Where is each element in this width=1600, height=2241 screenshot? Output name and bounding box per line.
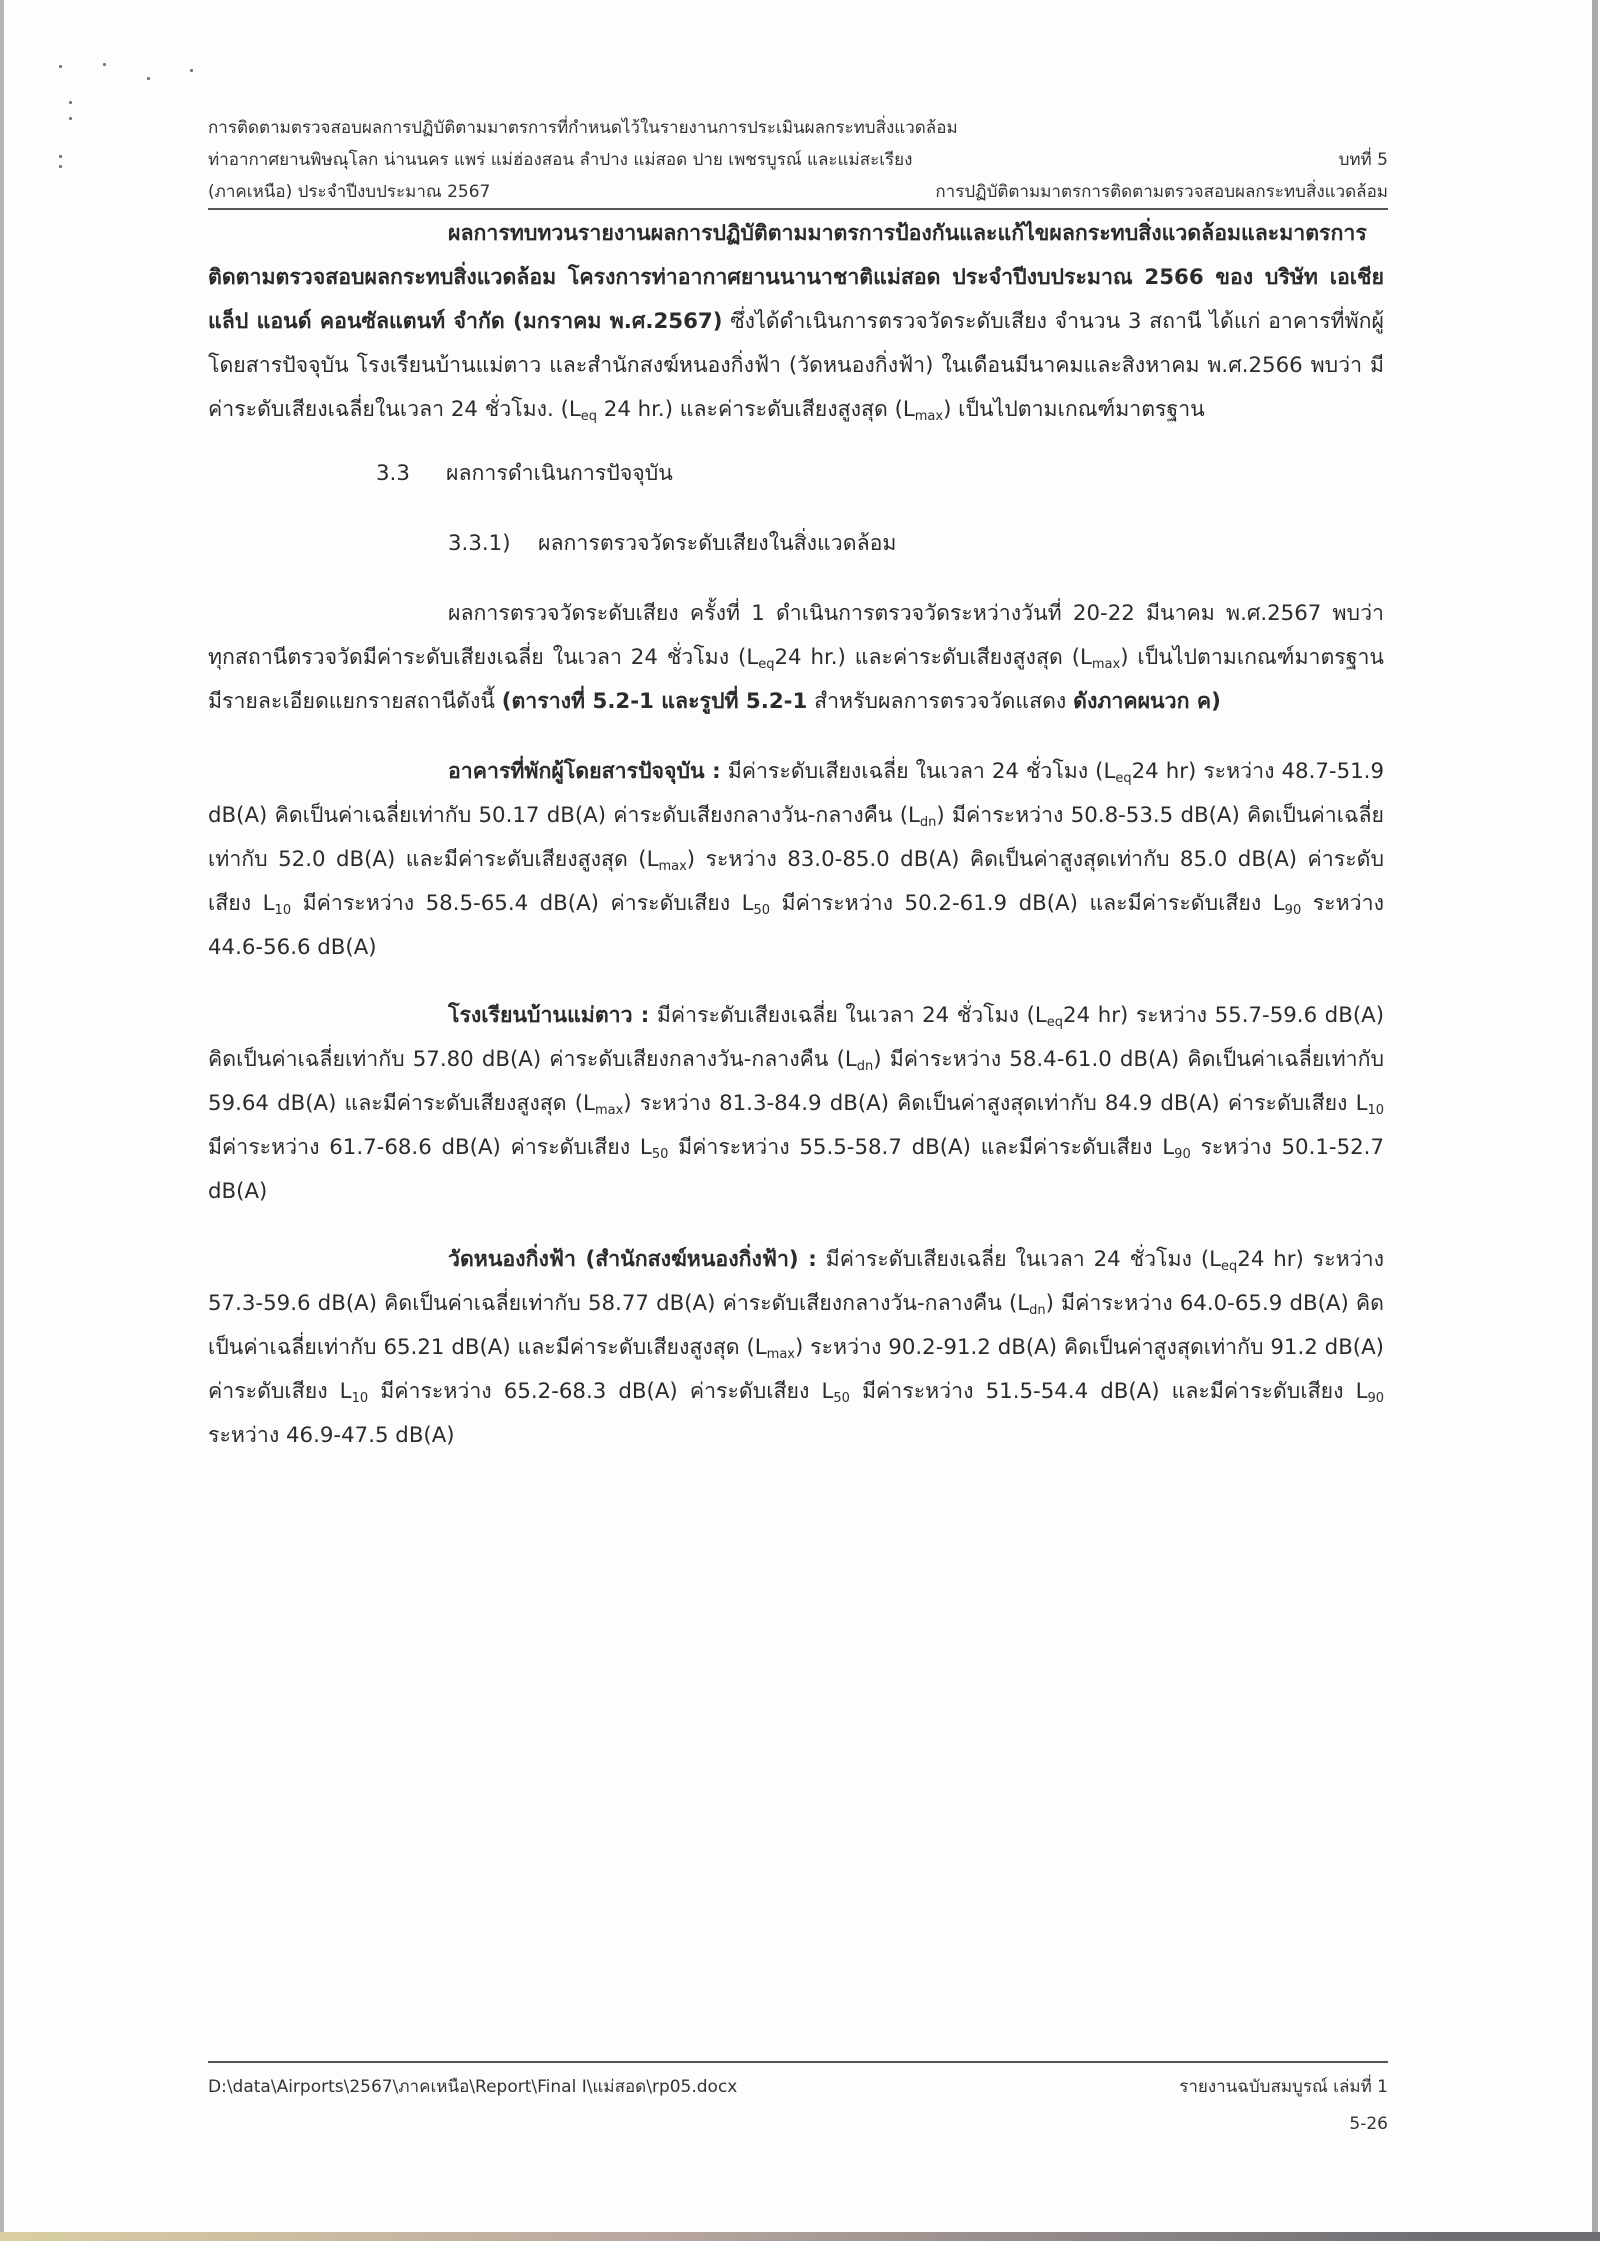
station-name: อาคารที่พักผู้โดยสารปัจจุบัน : [448, 759, 721, 784]
station-name: วัดหนองกิ่งฟ้า (สำนักสงฆ์หนองกิ่งฟ้า) : [448, 1247, 817, 1272]
station-paragraph-school: โรงเรียนบ้านแม่ตาว : มีค่าระดับเสียงเฉลี่ย ในเวลา 24 ชั่วโมง ($L_{eq}24$ hr) ระหว่าง 55.7-59.6 dB(A) คิดเป็นค่าเฉลี่ยเท่ากับ 57.80 dB(A) ค่าระดับเสียงกลางวัน-กลางคืน $(L_{dn})$ มีค่าระหว่าง 58.4-61.0 dB(A) คิดเป็นค่าเฉลี่ยเท่ากับ 59.64 dB(A) และมีค่าระดับเสียงสูงสุด $(L_{max})$ ระหว่าง 81.3-84.9 dB(A) คิดเป็นค่าสูงสุดเท่ากับ 84.9 dB(A) ค่าระดับเสียง $L_{10}$ มีค่าระหว่าง 61.7-68.6 dB(A) ค่าระดับเสียง $L_{50}$ มีค่าระหว่าง 55.5-58.7 dB(A) และมีค่าระดับเสียง $L_{90}$ ระหว่าง 50.1-52.7 dB(A) [208, 1003, 1385, 1204]
intro-bold: ผลการทบทวนรายงานผลการปฏิบัติตามมาตรการป้องกันและแก้ไขผลกระทบสิ่งแวดล้อมและมาตรการติดตามตรวจสอบผลกระทบสิ่งแวดล้อม โครงการท่าอากาศยานนานาชาติแม่สอด ประจำปีงบประมาณ 2566 ของ บริษัท เอเชีย แล็ป แอนด์ คอนซัลแตนท์ จำกัด (มกราคม พ.ศ.2567) [208, 221, 1384, 334]
header-chapter: บทที่ 5 [1338, 150, 1388, 170]
header-line2-left: ท่าอากาศยานพิษณุโลก น่านนคร แพร่ แม่ฮ่องสอน ลำปาง แม่สอด ปาย เพชรบูรณ์ และแม่สะเรียง [208, 150, 913, 170]
subsection-title: ผลการตรวจวัดระดับเสียงในสิ่งแวดล้อม [538, 531, 897, 556]
subsection-heading [208, 522, 1384, 566]
summary-paragraph: ผลการตรวจวัดระดับเสียง ครั้งที่ 1 ดำเนินการตรวจวัดระหว่างวันที่ 20-22 มีนาคม พ.ศ.2567 พบว่า ทุกสถานีตรวจวัดมีค่าระดับเสียงเฉลี่ย ในเวลา 24 ชั่วโมง ($L_{eq}24$ hr.) และค่าระดับเสียงสูงสุด $(L_{max})$ เป็นไปตามเกณฑ์มาตรฐาน มีรายละเอียดแยกรายสถานีดังนี้ (ตารางที่ 5.2-1 และรูปที่ 5.2-1 สำหรับผลการตรวจวัดแสดง ดังภาคผนวก ค) [208, 601, 1384, 714]
station-name: โรงเรียนบ้านแม่ตาว : [448, 1003, 650, 1028]
footer-report-volume: รายงานฉบับสมบูรณ์ เล่มที่ 1 [1179, 2077, 1388, 2097]
scan-edge-left [0, 0, 4, 2241]
page-body [208, 212, 1384, 1458]
intro-paragraph: ผลการทบทวนรายงานผลการปฏิบัติตามมาตรการป้องกันและแก้ไขผลกระทบสิ่งแวดล้อมและมาตรการติดตามตรวจสอบผลกระทบสิ่งแวดล้อม โครงการท่าอากาศยานนานาชาติแม่สอด ประจำปีงบประมาณ 2566 ของ บริษัท เอเชีย แล็ป แอนด์ คอนซัลแตนท์ จำกัด (มกราคม พ.ศ.2567) ซึ่งได้ดำเนินการตรวจวัดระดับเสียง จำนวน 3 สถานี ได้แก่ อาคารที่พักผู้โดยสารปัจจุบัน โรงเรียนบ้านแม่ตาว และสำนักสงฆ์หนองกิ่งฟ้า (วัดหนองกิ่งฟ้า) ในเดือนมีนาคมและสิงหาคม พ.ศ.2566 พบว่า มีค่าระดับเสียงเฉลี่ยในเวลา 24 ชั่วโมง. ($L_{eq}$ 24 hr.) และค่าระดับเสียงสูงสุด $(L_{max})$ เป็นไปตามเกณฑ์มาตรฐาน [208, 221, 1384, 424]
header-line3-left: (ภาคเหนือ) ประจำปีงบประมาณ 2567 [208, 182, 491, 202]
station-paragraph-terminal: อาคารที่พักผู้โดยสารปัจจุบัน : มีค่าระดับเสียงเฉลี่ย ในเวลา 24 ชั่วโมง ($L_{eq}24$ hr) ระหว่าง 48.7-51.9 dB(A) คิดเป็นค่าเฉลี่ยเท่ากับ 50.17 dB(A) ค่าระดับเสียงกลางวัน-กลางคืน $(L_{dn})$ มีค่าระหว่าง 50.8-53.5 dB(A) คิดเป็นค่าเฉลี่ยเท่ากับ 52.0 dB(A) และมีค่าระดับเสียงสูงสุด $(L_{max})$ ระหว่าง 83.0-85.0 dB(A) คิดเป็นค่าสูงสุดเท่ากับ 85.0 dB(A) ค่าระดับเสียง $L_{10}$ มีค่าระหว่าง 58.5-65.4 dB(A) ค่าระดับเสียง $L_{50}$ มีค่าระหว่าง 50.2-61.9 dB(A) และมีค่าระดับเสียง $L_{90}$ ระหว่าง 44.6-56.6 dB(A) [208, 759, 1385, 960]
header-line3-right: การปฏิบัติตามมาตรการติดตามตรวจสอบผลกระทบสิ่งแวดล้อม [935, 182, 1388, 202]
header-rule [208, 208, 1388, 210]
subsection-number: 3.3.1) [448, 531, 511, 556]
appendix-reference: ดังภาคผนวก ค) [1073, 689, 1221, 714]
section-title: ผลการดำเนินการปัจจุบัน [446, 461, 673, 486]
scan-edge-right [1592, 0, 1598, 2232]
header-line1: การติดตามตรวจสอบผลการปฏิบัติตามมาตรการที่กำหนดไว้ในรายงานการประเมินผลกระทบสิ่งแวดล้อม [208, 118, 958, 138]
footer-file-path: D:\data\Airports\2567\ภาคเหนือ\Report\Final I\แม่สอด\rp05.docx [208, 2077, 738, 2097]
page-header [208, 112, 1388, 208]
section-heading [208, 452, 1384, 496]
scan-edge-bottom [0, 2232, 1600, 2241]
page-number: 5-26 [1349, 2114, 1388, 2134]
station-paragraph-temple: วัดหนองกิ่งฟ้า (สำนักสงฆ์หนองกิ่งฟ้า) : มีค่าระดับเสียงเฉลี่ย ในเวลา 24 ชั่วโมง ($L_{eq}24$ hr) ระหว่าง 57.3-59.6 dB(A) คิดเป็นค่าเฉลี่ยเท่ากับ 58.77 dB(A) ค่าระดับเสียงกลางวัน-กลางคืน $(L_{dn})$ มีค่าระหว่าง 64.0-65.9 dB(A) คิดเป็นค่าเฉลี่ยเท่ากับ 65.21 dB(A) และมีค่าระดับเสียงสูงสุด $(L_{max})$ ระหว่าง 90.2-91.2 dB(A) คิดเป็นค่าสูงสุดเท่ากับ 91.2 dB(A) ค่าระดับเสียง $L_{10}$ มีค่าระหว่าง 65.2-68.3 dB(A) ค่าระดับเสียง $L_{50}$ มีค่าระหว่าง 51.5-54.4 dB(A) และมีค่าระดับเสียง $L_{90}$ ระหว่าง 46.9-47.5 dB(A) [208, 1247, 1385, 1448]
footer-rule [208, 2061, 1388, 2063]
table-reference: (ตารางที่ 5.2-1 และรูปที่ 5.2-1 [501, 689, 808, 714]
scan-specks [55, 55, 205, 175]
page-footer [208, 2061, 1388, 2141]
section-number: 3.3 [376, 461, 410, 486]
